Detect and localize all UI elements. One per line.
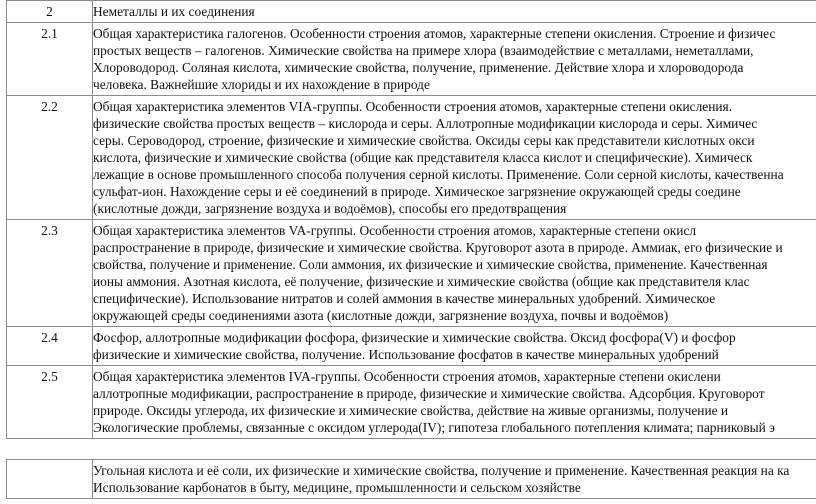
section-number: 2.5 [7,366,93,439]
section-number [7,460,93,499]
content-line: лежащие в основе промышленного способа получения серной кислоты. Применение. Соли серной кислоты, качественна [93,167,784,182]
table-row [7,23,816,96]
table-row [7,220,816,327]
section-number: 2.4 [7,327,93,366]
section-content [93,220,816,327]
content-line: Хлороводород. Соляная кислота, химические свойства, получение, применение. Действие хлора и хлороводорода [93,60,744,75]
table-row [7,96,816,220]
section-content [93,327,816,366]
content-line: аллотропные модификации, распространение в природе, физические и химические свойства. Адсорбция. Круговорот [93,386,765,401]
content-line: Использование карбонатов в быту, медицине, промышленности и сельском хозяйстве [93,480,581,495]
content-line: Общая характеристика элементов VIA-группы. Особенности строения атомов, характерные степени окисления. [93,99,733,114]
section-content [93,1,816,23]
content-line: сульфат-ион. Нахождение серы и её соединений в природе. Химическое загрязнение окружающей среды соедине [93,184,741,199]
syllabus-table [6,0,816,499]
content-line: ионы аммония. Азотная кислота, её получение, физические и химические свойства (общие как представителя клас [93,274,750,289]
content-line: специфические). Использование нитратов и солей аммония в качестве минеральных удобрений. Химическое [93,291,716,306]
table-body [7,1,816,499]
section-content [93,96,816,220]
content-line: окружающей среды соединениями азота (кислотные дожди, загрязнение воздуха, почвы и водоёмов) [93,308,669,323]
section-number: 2.1 [7,23,93,96]
table-row [7,327,816,366]
content-line: Общая характеристика элементов IVA-группы. Особенности строения атомов, характерные степени окислени [93,369,721,384]
content-line: физические свойства простых веществ – кислорода и серы. Аллотропные модификации кислорода и серы. Химичес [93,116,758,131]
content-line: Общая характеристика элементов VA-группы. Особенности строения атомов, характерные степени окисл [93,223,697,238]
content-line: природе. Оксиды углерода, их физические и химические свойства, действие на живые организмы, получение и [93,403,729,418]
table-row [7,460,816,499]
section-content [93,23,816,96]
content-line: (кислотные дожди, загрязнение воздуха и водоёмов), способы его предотвращения [93,201,567,216]
content-line: простых веществ – галогенов. Химические свойства на примере хлора (взаимодействие с металлами, неметаллами, [93,43,754,58]
content-line: кислота, физические и химические свойства (общие как представителя класса кислот и специфические). Химическ [93,150,753,165]
content-line: серы. Сероводород, строение, физические и химические свойства. Оксиды серы как представители кислотных окси [93,133,755,148]
content-line: Фосфор, аллотропные модификации фосфора, физические и химические свойства. Оксид фосфора(V) и фосфор [93,330,736,345]
content-line: физические и химические свойства, получение. Использование фосфатов в качестве минеральных удобрений [93,347,719,362]
section-number: 2.3 [7,220,93,327]
section-content [93,460,816,499]
section-content [93,366,816,439]
content-line: человека. Важнейшие хлориды и их нахождение в природе [93,77,430,92]
content-line: распространение в природе, физические и химические свойства. Круговорот азота в природе. Аммиак, его физические и [93,240,783,255]
table-row [7,1,816,23]
table-gap-row [7,439,816,460]
table-row [7,366,816,439]
content-line: свойства, получение и применение. Соли аммония, их физические и химические свойства, применение. Качественная [93,257,768,272]
content-line: Неметаллы и их соединения [93,4,255,19]
content-line: Экологические проблемы, связанные с оксидом углерода(IV); гипотеза глобального потепления климата; парниковый э [93,420,775,435]
section-number: 2 [7,1,93,23]
section-number: 2.2 [7,96,93,220]
content-line: Общая характеристика галогенов. Особенности строения атомов, характерные степени окисления. Строение и физичес [93,26,776,41]
gap-cell [7,439,816,460]
content-line: Угольная кислота и её соли, их физические и химические свойства, получение и применение. Качественная реакция на ка [93,463,790,478]
